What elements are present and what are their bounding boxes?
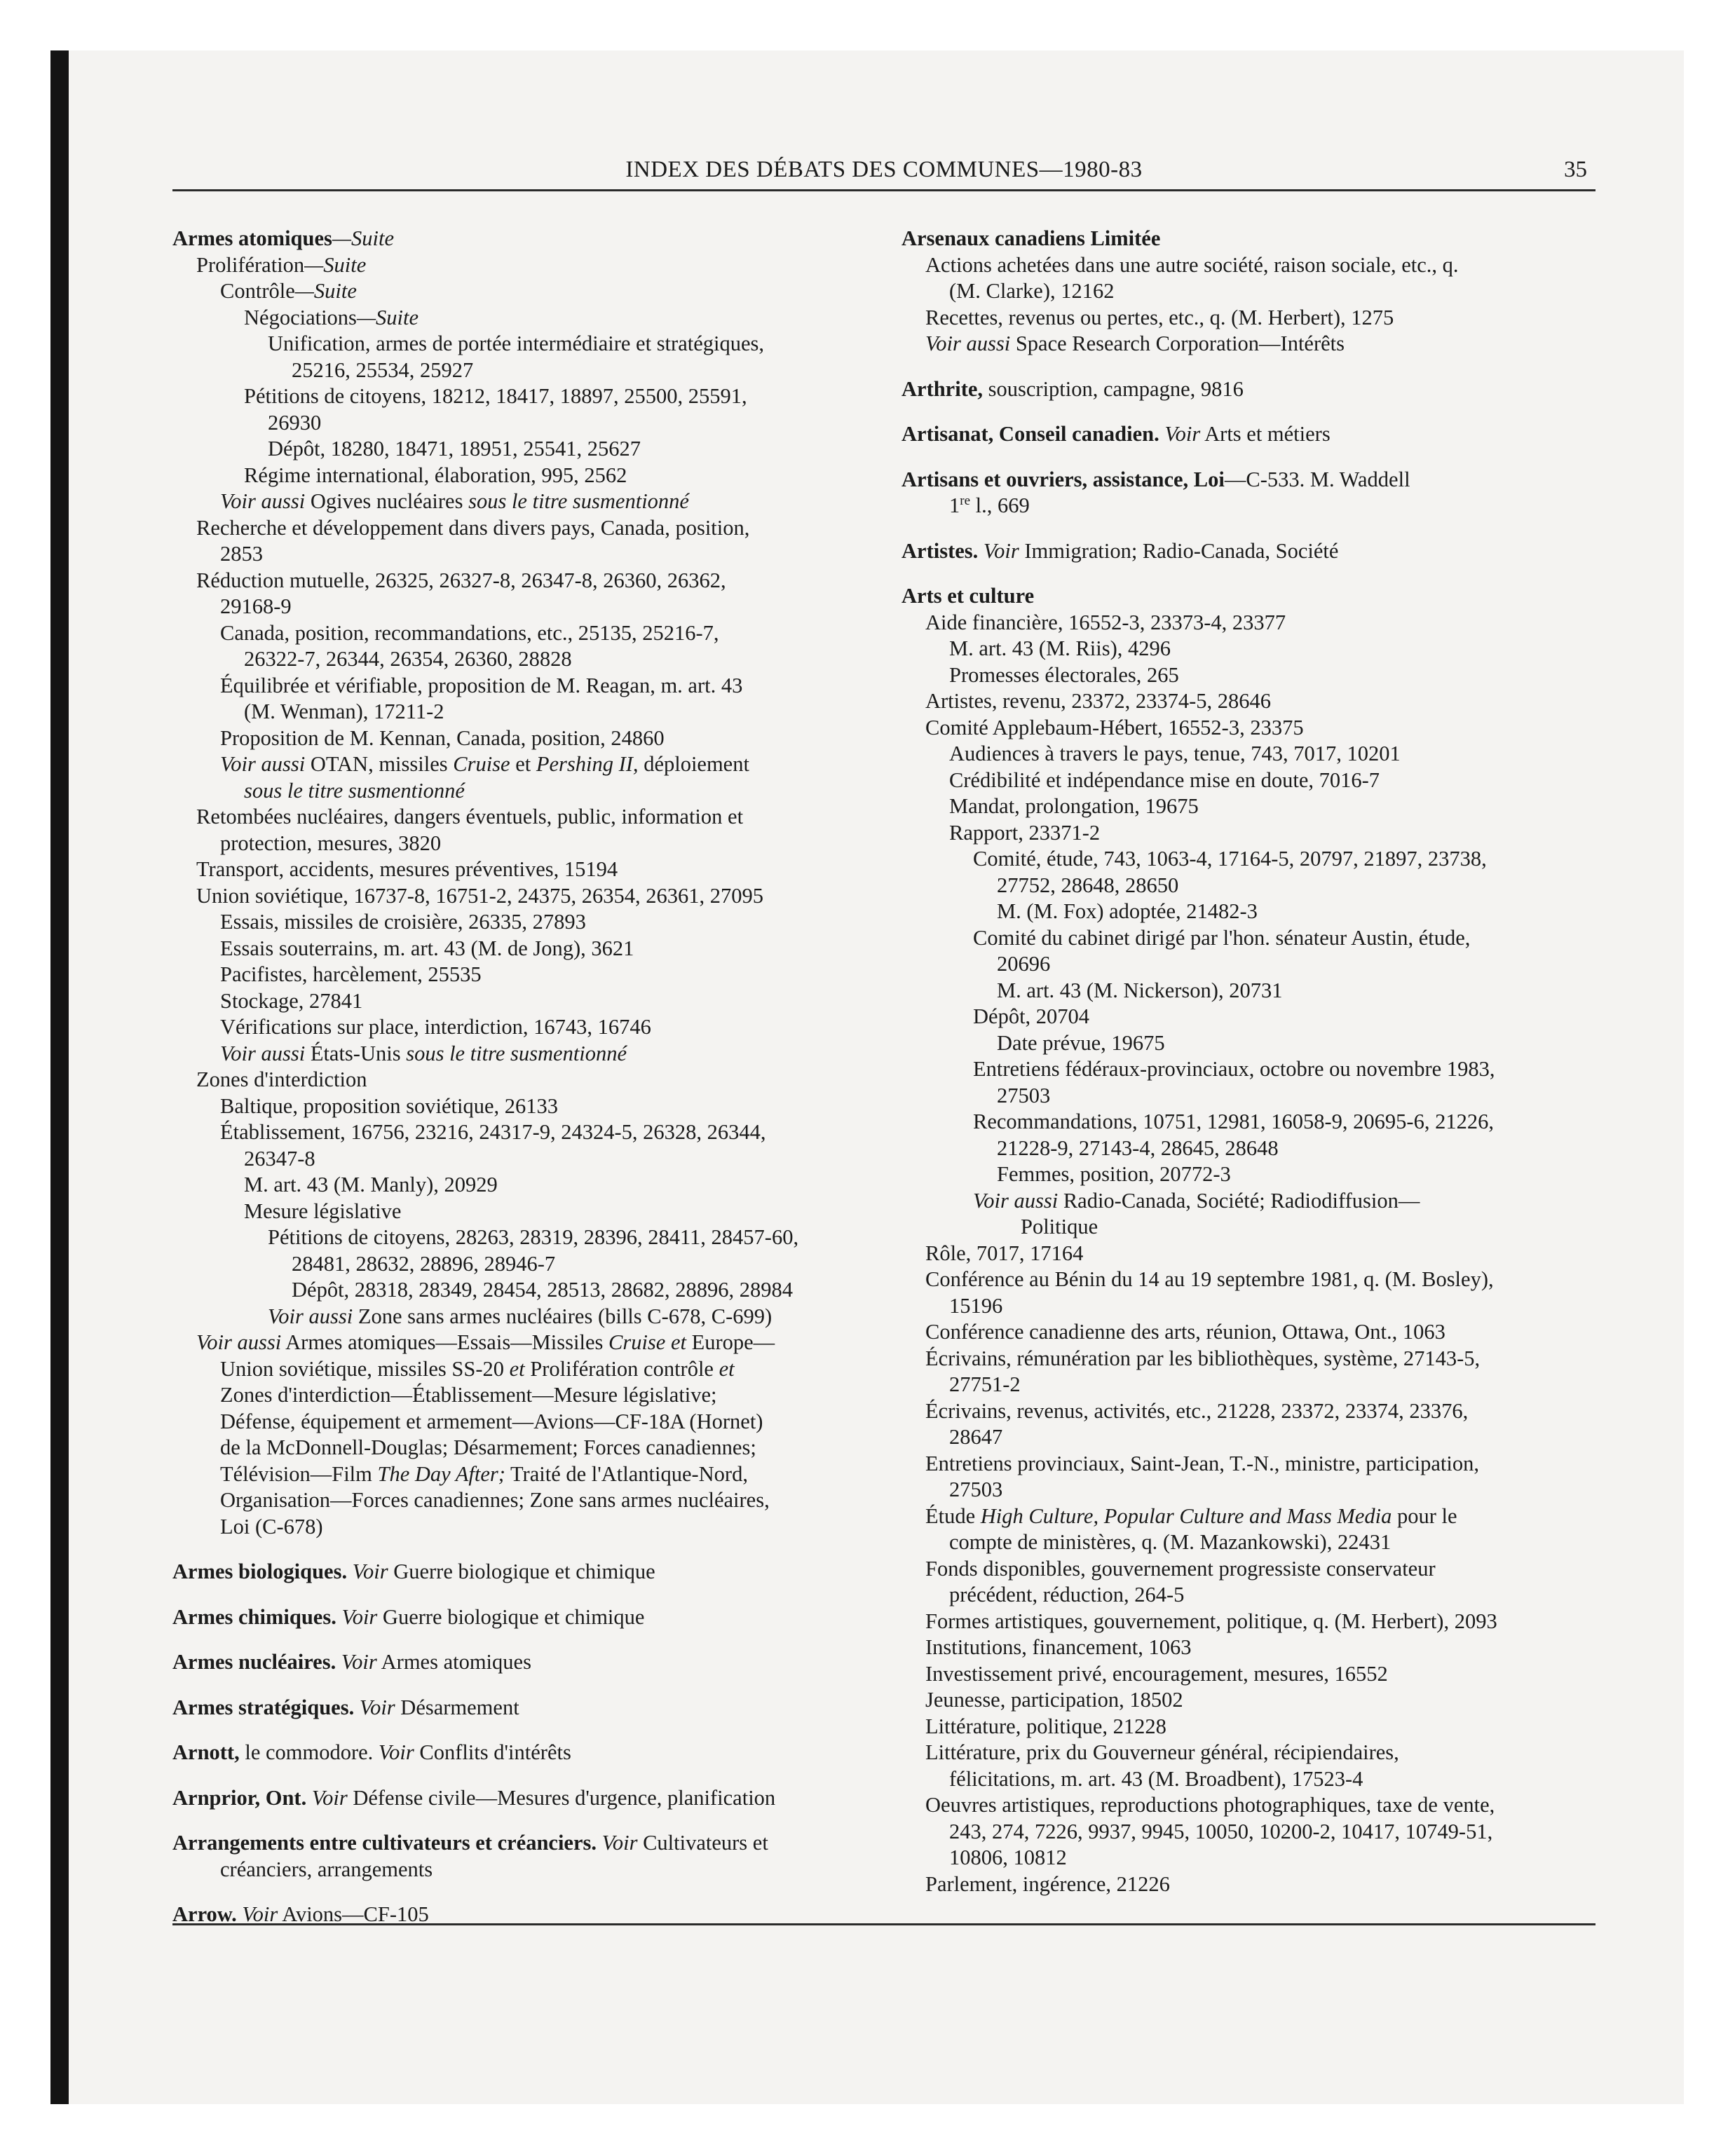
index-entry: 25216, 25534, 25927 bbox=[292, 357, 474, 382]
index-entry: Comité, étude, 743, 1063-4, 17164-5, 20797, 21897, 23738, bbox=[973, 847, 1487, 871]
index-entry: Armes stratégiques. Voir Désarmement bbox=[172, 1695, 519, 1719]
index-entry: Zones d'interdiction bbox=[196, 1067, 367, 1091]
index-entry: Dépôt, 28318, 28349, 28454, 28513, 28682, 28896, 28984 bbox=[292, 1278, 794, 1302]
index-entry: Artisanat, Conseil canadien. Voir Arts et métiers bbox=[901, 422, 1331, 446]
index-entry: Pacifistes, harcèlement, 25535 bbox=[220, 962, 482, 986]
index-entry: Littérature, politique, 21228 bbox=[925, 1714, 1166, 1738]
index-entry: Arnott, le commodore. Voir Conflits d'intérêts bbox=[172, 1740, 571, 1764]
index-entry: Investissement privé, encouragement, mesures, 16552 bbox=[925, 1661, 1388, 1686]
index-entry: Arts et culture bbox=[901, 584, 1035, 608]
index-entry: Baltique, proposition soviétique, 26133 bbox=[220, 1093, 559, 1118]
index-entry: Armes biologiques. Voir Guerre biologique et chimique bbox=[172, 1560, 655, 1583]
index-entry: (M. Clarke), 12162 bbox=[949, 279, 1115, 303]
index-entry: Réduction mutuelle, 26325, 26327-8, 26347-8, 26360, 26362, bbox=[196, 568, 726, 592]
index-entry: Voir aussi Space Research Corporation—Intérêts bbox=[925, 332, 1345, 355]
index-entry: Arnprior, Ont. Voir Défense civile—Mesures d'urgence, planification bbox=[172, 1785, 776, 1810]
index-entry: 243, 274, 7226, 9937, 9945, 10050, 10200-2, 10417, 10749-51, bbox=[949, 1819, 1493, 1843]
index-entry: Télévision—Film The Day After; Traité de l'Atlantique-Nord, bbox=[220, 1461, 748, 1486]
index-entry: Recettes, revenus ou pertes, etc., q. (M. Herbert), 1275 bbox=[925, 305, 1394, 329]
index-entry: M. art. 43 (M. Riis), 4296 bbox=[949, 636, 1171, 660]
index-entry: Arrangements entre cultivateurs et créanciers. Voir Cultivateurs et bbox=[172, 1831, 768, 1855]
index-entry: Artistes. Voir Immigration; Radio-Canada, Société bbox=[901, 538, 1339, 563]
index-entry: 10806, 10812 bbox=[949, 1845, 1067, 1869]
index-entry: Rôle, 7017, 17164 bbox=[925, 1241, 1084, 1265]
index-entry: créanciers, arrangements bbox=[220, 1857, 433, 1881]
index-entry: Comité Applebaum-Hébert, 16552-3, 23375 bbox=[925, 715, 1304, 739]
page-title: INDEX DES DÉBATS DES COMMUNES—1980-83 bbox=[625, 157, 1143, 182]
index-entry: Écrivains, rémunération par les bibliothèques, système, 27143-5, bbox=[925, 1346, 1481, 1370]
index-entry: Audiences à travers le pays, tenue, 743, 7017, 10201 bbox=[949, 742, 1401, 765]
index-entry: Femmes, position, 20772-3 bbox=[997, 1162, 1231, 1186]
index-entry: Armes nucléaires. Voir Armes atomiques bbox=[172, 1650, 531, 1674]
index-entry: Arrow. Voir Avions—CF-105 bbox=[172, 1902, 429, 1926]
index-entry: 28481, 28632, 28896, 28946-7 bbox=[292, 1251, 556, 1276]
index-entry: Prolifération—Suite bbox=[196, 252, 367, 277]
binding-strip bbox=[50, 50, 69, 2104]
index-entry: Vérifications sur place, interdiction, 16743, 16746 bbox=[220, 1015, 651, 1039]
index-entry: Date prévue, 19675 bbox=[997, 1030, 1165, 1055]
index-entry: Rapport, 23371-2 bbox=[949, 820, 1101, 845]
index-entry: Défense, équipement et armement—Avions—CF-18A (Hornet) bbox=[220, 1409, 763, 1433]
index-entry: Régime international, élaboration, 995, 2562 bbox=[244, 463, 627, 487]
index-entry: Formes artistiques, gouvernement, politique, q. (M. Herbert), 2093 bbox=[925, 1609, 1497, 1633]
page-header bbox=[172, 156, 1595, 191]
index-entry: 26322-7, 26344, 26354, 26360, 28828 bbox=[244, 647, 572, 671]
index-entry: Comité du cabinet dirigé par l'hon. sénateur Austin, étude, bbox=[973, 925, 1471, 950]
index-entry: Écrivains, revenus, activités, etc., 21228, 23372, 23374, 23376, bbox=[925, 1398, 1469, 1423]
index-entry: 26347-8 bbox=[244, 1146, 315, 1171]
index-entry: Zones d'interdiction—Établissement—Mesure législative; bbox=[220, 1383, 717, 1407]
index-entry: Loi (C-678) bbox=[220, 1514, 323, 1538]
index-entry: Recommandations, 10751, 12981, 16058-9, 20695-6, 21226, bbox=[973, 1110, 1494, 1133]
index-entry: Dépôt, 20704 bbox=[973, 1004, 1090, 1028]
index-entry: Pétitions de citoyens, 18212, 18417, 18897, 25500, 25591, bbox=[244, 384, 747, 408]
index-entry: Oeuvres artistiques, reproductions photographiques, taxe de vente, bbox=[925, 1793, 1495, 1817]
index-entry: M. art. 43 (M. Nickerson), 20731 bbox=[997, 978, 1283, 1002]
index-entry: Fonds disponibles, gouvernement progressiste conservateur bbox=[925, 1556, 1436, 1581]
index-entry: Essais, missiles de croisière, 26335, 27893 bbox=[220, 910, 586, 934]
index-entry: M. art. 43 (M. Manly), 20929 bbox=[244, 1173, 498, 1196]
index-entry: Union soviétique, missiles SS-20 et Prolifération contrôle et bbox=[220, 1356, 735, 1381]
index-entry: de la McDonnell-Douglas; Désarmement; Forces canadiennes; bbox=[220, 1435, 756, 1459]
index-entry: Voir aussi OTAN, missiles Cruise et Pershing II, déploiement bbox=[220, 752, 749, 776]
index-entry: Négociations—Suite bbox=[244, 305, 419, 329]
index-entry: 29168-9 bbox=[220, 594, 292, 618]
index-column-right bbox=[901, 226, 1603, 1897]
index-entry: Organisation—Forces canadiennes; Zone sans armes nucléaires, bbox=[220, 1488, 770, 1512]
index-entry: Canada, position, recommandations, etc., 25135, 25216-7, bbox=[220, 620, 719, 645]
index-entry: Arthrite, souscription, campagne, 9816 bbox=[901, 376, 1244, 401]
index-entry: 15196 bbox=[949, 1293, 1003, 1318]
index-entry: Actions achetées dans une autre société, raison sociale, etc., q. bbox=[925, 252, 1459, 277]
index-entry: précédent, réduction, 264-5 bbox=[949, 1583, 1185, 1606]
index-entry: Pétitions de citoyens, 28263, 28319, 28396, 28411, 28457-60, bbox=[268, 1225, 799, 1249]
index-entry: Établissement, 16756, 23216, 24317-9, 24324-5, 26328, 26344, bbox=[220, 1120, 766, 1144]
index-entry: M. (M. Fox) adoptée, 21482-3 bbox=[997, 899, 1258, 923]
index-entry: 21228-9, 27143-4, 28645, 28648 bbox=[997, 1135, 1279, 1160]
index-entry: protection, mesures, 3820 bbox=[220, 831, 442, 855]
index-entry: Étude High Culture, Popular Culture and Mass Media pour le bbox=[925, 1503, 1457, 1528]
index-entry: Transport, accidents, mesures préventives, 15194 bbox=[196, 857, 618, 881]
footer-rule bbox=[172, 1923, 1595, 1925]
index-entry: (M. Wenman), 17211-2 bbox=[244, 700, 444, 723]
index-entry: Entretiens fédéraux-provinciaux, octobre ou novembre 1983, bbox=[973, 1057, 1495, 1081]
index-entry: Équilibrée et vérifiable, proposition de M. Reagan, m. art. 43 bbox=[220, 673, 743, 697]
index-entry: 27503 bbox=[997, 1083, 1051, 1107]
index-entry: 26930 bbox=[268, 410, 322, 435]
index-entry: 1re l., 669 bbox=[949, 493, 1030, 517]
index-entry: Parlement, ingérence, 21226 bbox=[925, 1871, 1170, 1896]
index-entry: Retombées nucléaires, dangers éventuels, public, information et bbox=[196, 805, 744, 828]
index-column-left bbox=[172, 226, 873, 1928]
index-entry: 27752, 28648, 28650 bbox=[997, 873, 1179, 897]
index-entry: Artisans et ouvriers, assistance, Loi—C-533. M. Waddell bbox=[901, 467, 1410, 491]
index-entry: Unification, armes de portée intermédiaire et stratégiques, bbox=[268, 332, 764, 355]
index-entry: Mesure législative bbox=[244, 1199, 402, 1223]
index-entry: 27751-2 bbox=[949, 1372, 1021, 1396]
index-entry: Voir aussi Zone sans armes nucléaires (bills C-678, C-699) bbox=[268, 1304, 773, 1328]
index-entry: 2853 bbox=[220, 542, 263, 566]
index-entry: Voir aussi Armes atomiques—Essais—Missiles Cruise et Europe— bbox=[196, 1330, 775, 1354]
index-entry: Proposition de M. Kennan, Canada, position, 24860 bbox=[220, 725, 665, 750]
index-entry: Institutions, financement, 1063 bbox=[925, 1635, 1192, 1659]
index-entry: Essais souterrains, m. art. 43 (M. de Jong), 3621 bbox=[220, 936, 634, 960]
index-entry: Recherche et développement dans divers pays, Canada, position, bbox=[196, 515, 750, 540]
index-entry: compte de ministères, q. (M. Mazankowski), 22431 bbox=[949, 1530, 1392, 1554]
index-entry: Jeunesse, participation, 18502 bbox=[925, 1688, 1183, 1712]
index-entry: Aide financière, 16552-3, 23373-4, 23377 bbox=[925, 610, 1286, 634]
index-entry: Mandat, prolongation, 19675 bbox=[949, 794, 1199, 818]
index-entry: Voir aussi Radio-Canada, Société; Radiodiffusion— bbox=[973, 1188, 1420, 1213]
index-entry: Arsenaux canadiens Limitée bbox=[901, 226, 1161, 250]
index-entry: Dépôt, 18280, 18471, 18951, 25541, 25627 bbox=[268, 437, 641, 460]
index-entry: Contrôle—Suite bbox=[220, 279, 357, 303]
index-entry: Artistes, revenu, 23372, 23374-5, 28646 bbox=[925, 689, 1272, 713]
index-entry: félicitations, m. art. 43 (M. Broadbent), 17523-4 bbox=[949, 1766, 1363, 1791]
index-entry: 28647 bbox=[949, 1425, 1003, 1449]
index-entry: Conférence au Bénin du 14 au 19 septembre 1981, q. (M. Bosley), bbox=[925, 1267, 1494, 1291]
index-entry: Entretiens provinciaux, Saint-Jean, T.-N., ministre, participation, bbox=[925, 1451, 1479, 1475]
index-entry: sous le titre susmentionné bbox=[244, 778, 465, 803]
index-entry: Voir aussi États-Unis sous le titre susmentionné bbox=[220, 1041, 627, 1065]
index-entry: 27503 bbox=[949, 1478, 1003, 1501]
index-entry: 20696 bbox=[997, 952, 1051, 976]
index-entry: Promesses électorales, 265 bbox=[949, 662, 1179, 687]
page-number: 35 bbox=[1564, 157, 1587, 182]
index-entry: Voir aussi Ogives nucléaires sous le titre susmentionné bbox=[220, 489, 689, 513]
index-entry: Armes atomiques—Suite bbox=[172, 226, 394, 250]
index-entry: Stockage, 27841 bbox=[220, 988, 363, 1013]
index-entry: Union soviétique, 16737-8, 16751-2, 24375, 26354, 26361, 27095 bbox=[196, 883, 764, 908]
index-entry: Crédibilité et indépendance mise en doute, 7016-7 bbox=[949, 767, 1380, 792]
index-entry: Conférence canadienne des arts, réunion, Ottawa, Ont., 1063 bbox=[925, 1320, 1445, 1344]
index-entry: Littérature, prix du Gouverneur général, récipiendaires, bbox=[925, 1740, 1399, 1764]
index-entry: Politique bbox=[1021, 1215, 1098, 1239]
index-entry: Armes chimiques. Voir Guerre biologique et chimique bbox=[172, 1604, 645, 1629]
